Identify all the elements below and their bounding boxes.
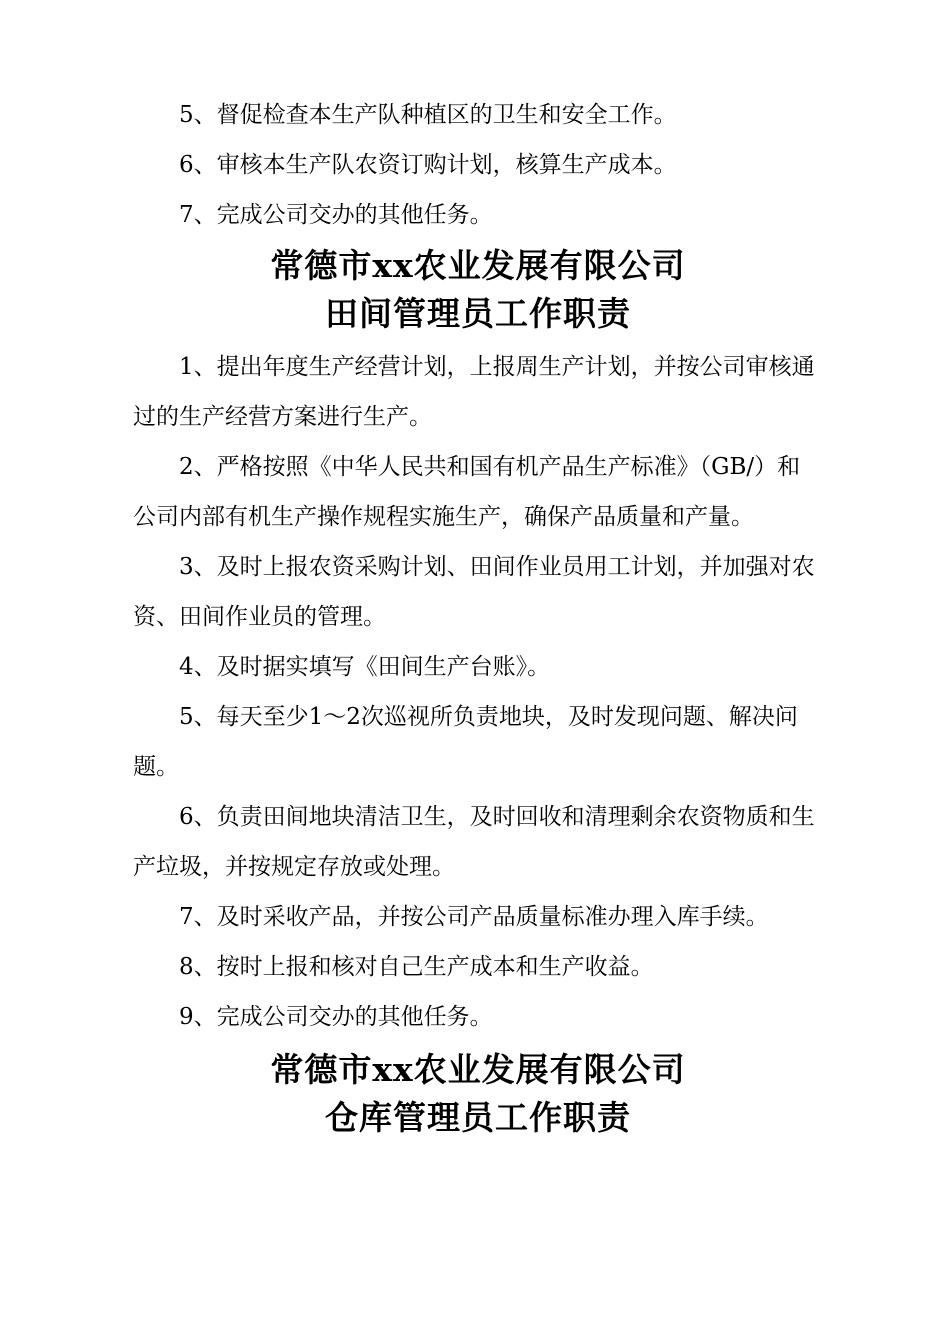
company-name: 常德市xx农业发展有限公司 xyxy=(270,1050,686,1089)
section-title: 仓库管理员工作职责 xyxy=(325,1098,631,1137)
duty-item: 4、及时据实填写《田间生产台账》。 xyxy=(179,654,551,680)
duty-item: 5、督促检查本生产队种植区的卫生和安全工作。 xyxy=(179,102,677,128)
duty-item: 1、提出年度生产经营计划，上报周生产计划，并按公司审核通过的生产经营方案进行生产。 xyxy=(133,354,815,430)
duty-item: 3、及时上报农资采购计划、田间作业员用工计划，并加强对农资、田间作业员的管理。 xyxy=(133,554,815,630)
section-title: 田间管理员工作职责 xyxy=(325,294,631,333)
section-heading-field-manager xyxy=(123,242,833,338)
duty-item: 8、按时上报和核对自己生产成本和生产收益。 xyxy=(179,954,654,980)
duty-item: 7、完成公司交办的其他任务。 xyxy=(179,202,493,228)
document-body xyxy=(133,90,823,1142)
duty-item: 7、及时采收产品，并按公司产品质量标准办理入库手续。 xyxy=(179,904,769,930)
duty-item: 2、严格按照《中华人民共和国有机产品生产标准》（GB/）和公司内部有机生产操作规程实施生产，确保产品质量和产量。 xyxy=(133,454,801,530)
company-name: 常德市xx农业发展有限公司 xyxy=(270,246,686,285)
section-heading-warehouse-manager xyxy=(123,1046,833,1142)
duty-item: 6、负责田间地块清洁卫生，及时回收和清理剩余农资物质和生产垃圾，并按规定存放或处理。 xyxy=(133,804,815,880)
duty-item: 9、完成公司交办的其他任务。 xyxy=(179,1004,493,1030)
duty-item: 6、审核本生产队农资订购计划，核算生产成本。 xyxy=(179,152,677,178)
duty-item: 5、每天至少1～2次巡视所负责地块，及时发现问题、解决问题。 xyxy=(133,704,798,780)
